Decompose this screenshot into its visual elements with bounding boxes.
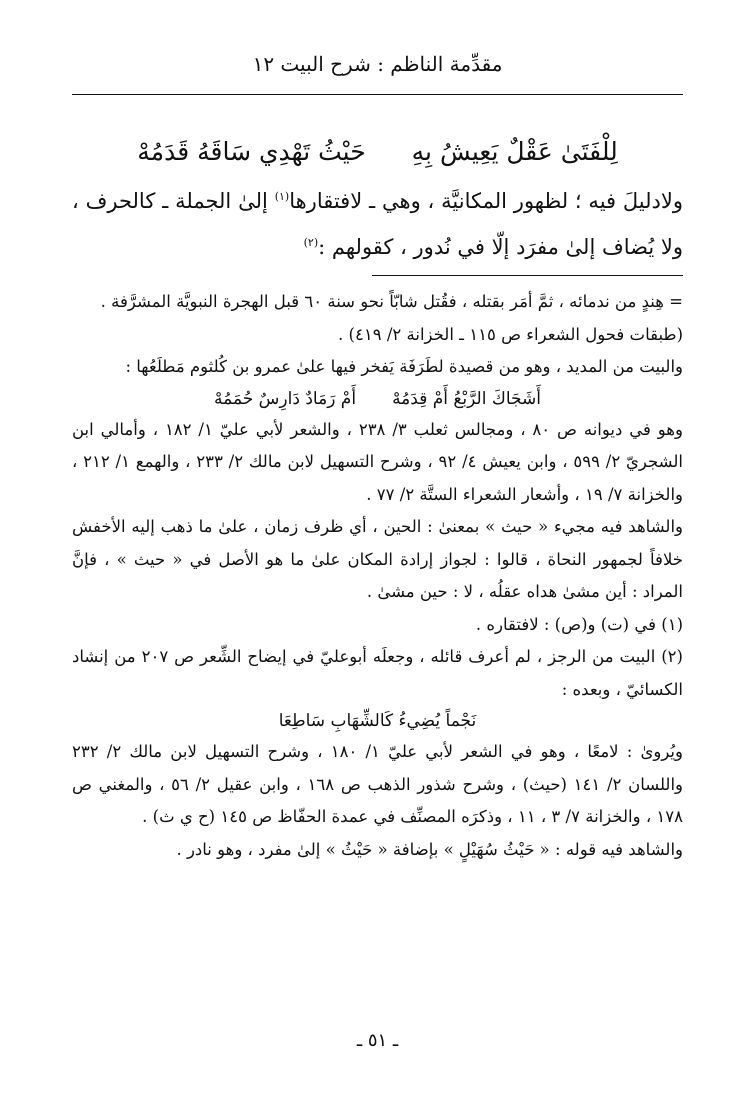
footnote-rule: [372, 275, 683, 276]
footnote-continuation-2: (طبقات فحول الشعراء ص ١١٥ ـ الخزانة ٢/ ٤١٩) .: [338, 324, 683, 344]
running-header: مقدِّمة الناظم : شرح البيت ١٢: [252, 52, 503, 76]
header-rule: [72, 94, 683, 95]
footnote-note-1: (١) في (ت) و(ص) : لافتقاره .: [475, 614, 683, 634]
footnote-note-2: (٢) البيت من الرجز ، لم أعرف قائله ، وجعلَه أبوعليّ في إيضاح الشِّعر ص ٢٠٧ من إنشاد الكسائيّ ، وبعده :: [72, 647, 683, 699]
main-text-block: [72, 132, 683, 268]
footnote-shahid-1: والشاهد فيه مجيء « حيث » بمعنىٰ : الحين ، أي ظرف زمان ، علىٰ ما ذهب إليه الأخفش خلافاً لجمهور النحاة ، قالوا : لجواز إرادة المكان علىٰ ما هو الأصل في « حيث » ، فإنَّ المراد : أين مشىٰ هداه عقلُه ، لا : حين مشىٰ .: [72, 517, 683, 601]
opening-verse-hemistich-first: أَشَجَاكَ الرَّبْعُ أَمْ قِدَمُهْ: [392, 388, 541, 409]
verse-hemistich-second: حَيْثُ تَهْدِي سَاقَهُ قَدَمُهْ: [137, 137, 366, 166]
footnote-opening-verse: [72, 384, 683, 414]
footnote-shahid-2: والشاهد فيه قوله : « حَيْثُ سُهَيْلٍ » بإضافة « حَيْثُ » إلىٰ مفرد ، وهو نادر .: [176, 839, 683, 859]
main-text-part-1: ولادليلَ فيه ؛ لظهور المكانيَّة ، وهي ـ لافتقارها: [289, 189, 684, 213]
main-text-part-2: إلىٰ الجملة ـ كالحرف ، ولا يُضاف إلىٰ مفرَد إلّا في نُدور ، كقولهم :: [72, 189, 683, 259]
footnote-sources-2: ويُروىٰ : لامعًا ، وهو في الشعر لأبي عليّ ١/ ١٨٠ ، وشرح التسهيل لابن مالك ٢/ ٢٣٢ واللسان ٢/ ١٤١ (حيث) ، وشرح شذور الذهب ص ١٦٨ ، وابن عقيل ٢/ ٥٦ ، والمغني ص ١٧٨ ، والخزانة ٧/ ٣ ، ١١ ، وذكرَه المصنِّف في عمدة الحفّاظ ص ١٤٥ (ح ي ث) .: [72, 742, 684, 826]
footnotes-block: [72, 286, 683, 866]
footnote-ref-1: (١): [274, 190, 290, 203]
footnote-continuation-1: = هِندٍ من ندمائه ، ثمَّ أمَر بقتله ، فقُتل شابّاً نحو سنة ٦٠ قبل الهجرة النبويَّة المشرَّفة .: [100, 292, 683, 311]
page-number: ـ ٥١ ـ: [356, 1030, 399, 1051]
footnote-after-verse: نَجْماً يُضِيءُ كَالشِّهَابِ سَاطِعَا: [278, 711, 477, 731]
main-paragraph: [72, 176, 683, 268]
verse-hemistich-first: لِلْفَتَىٰ عَقْلٌ يَعِيشُ بِهِ: [411, 137, 618, 166]
footnote-sources-1: وهو في ديوانه ص ٨٠ ، ومجالس ثعلب ٣/ ٢٣٨ ، والشعر لأبي عليّ ١/ ١٨٢ ، وأمالي ابن الشجريّ ٢/ ٥٩٩ ، وابن يعيش ٤/ ٩٢ ، وشرح التسهيل لابن مالك ٢/ ٢٣٣ ، والهمع ١/ ٢١٢ ، والخزانة ٧/ ١٩ ، وأشعار الشعراء الستَّة ٢/ ٧٧ .: [72, 419, 684, 504]
opening-verse-hemistich-second: أَمْ رَمَادٌ دَارِسٌ حُمَمُهْ: [214, 388, 357, 409]
footnote-ref-2: (٢): [303, 236, 319, 249]
main-verse: [72, 132, 683, 172]
footnote-bahr-intro: والبيت من المديد ، وهو من قصيدة لطَرَفَة يَفخر فيها علىٰ عمرو بن كُلثوم مَطلَعُها :: [125, 357, 683, 376]
